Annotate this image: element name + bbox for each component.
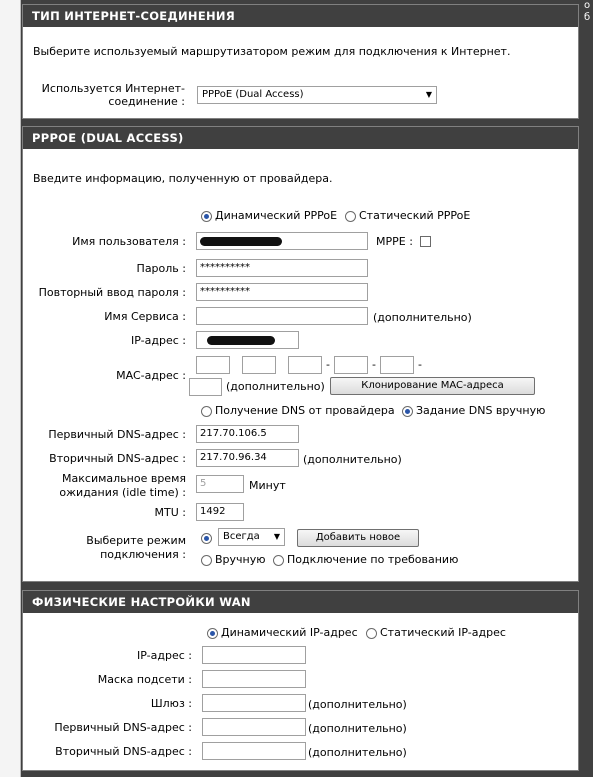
dns-from-provider-label: Получение DNS от провайдера	[215, 404, 395, 417]
pppoe-dns2-label: Вторичный DNS-адрес :	[49, 452, 186, 465]
password-input[interactable]: **********	[196, 259, 368, 277]
pppoe-dns1-input[interactable]: 217.70.106.5	[196, 425, 299, 443]
mtu-input[interactable]: 1492	[196, 503, 244, 521]
wan-dns1-input[interactable]	[202, 718, 306, 736]
service-name-note: (дополнительно)	[373, 311, 472, 324]
password-label: Пароль :	[136, 262, 186, 275]
connect-schedule-value: Всегда	[223, 531, 260, 542]
connect-manual-label: Вручную	[215, 553, 266, 566]
connect-mode-label-line1: Выберите режим	[86, 534, 186, 547]
mac-octet-6[interactable]	[189, 378, 222, 396]
connect-on-demand-label: Подключение по требованию	[287, 553, 459, 566]
mac-octet-3[interactable]	[288, 356, 322, 374]
pppoe-dns1-label: Первичный DNS-адрес :	[48, 428, 186, 441]
wan-dns2-note: (дополнительно)	[308, 746, 407, 759]
clone-mac-button[interactable]: Клонирование MAC-адреса	[330, 377, 535, 395]
wan-dynamic-ip-label: Динамический IP-адрес	[221, 626, 358, 639]
connection-type-label-line2: соединение :	[108, 95, 185, 108]
mac-octet-1[interactable]	[196, 356, 230, 374]
wan-ip-label: IP-адрес :	[137, 649, 192, 662]
connection-type-select[interactable]	[197, 86, 437, 104]
pppoe-ip-input[interactable]	[196, 331, 299, 349]
password-confirm-label: Повторный ввод пароля :	[38, 286, 186, 299]
pppoe-dns2-input[interactable]: 217.70.96.34	[196, 449, 299, 467]
username-input[interactable]	[196, 232, 368, 250]
connect-schedule-select[interactable]	[218, 528, 285, 546]
service-name-input[interactable]	[196, 307, 368, 325]
idle-time-label-line2: ожидания (idle time) :	[59, 486, 186, 499]
pppoe-ip-label: IP-адрес :	[131, 334, 186, 347]
idle-time-input[interactable]: 5	[196, 475, 244, 493]
dns-from-provider-radio[interactable]	[201, 406, 212, 417]
dns-manual-label: Задание DNS вручную	[416, 404, 546, 417]
pppoe-header: PPPOE (DUAL ACCESS)	[23, 127, 578, 149]
connection-type-value: PPPoE (Dual Access)	[202, 89, 304, 100]
internet-connection-intro: Выберите используемый маршрутизатором режим для подключения к Интернет.	[33, 45, 511, 58]
mac-separator: -	[418, 358, 422, 371]
chevron-down-icon: ▼	[425, 90, 432, 99]
pppoe-static-radio[interactable]	[345, 211, 356, 222]
wan-dns2-input[interactable]	[202, 742, 306, 760]
mac-separator: -	[326, 358, 330, 371]
wan-gateway-label: Шлюз :	[150, 697, 192, 710]
pppoe-dynamic-radio[interactable]	[201, 211, 212, 222]
mac-octet-5[interactable]	[380, 356, 414, 374]
wan-gateway-input[interactable]	[202, 694, 306, 712]
wan-header: ФИЗИЧЕСКИЕ НАСТРОЙКИ WAN	[23, 591, 578, 613]
wan-mask-label: Маска подсети :	[97, 673, 192, 686]
wan-static-ip-label: Статический IP-адрес	[380, 626, 506, 639]
right-sidebar-text: о б	[584, 0, 591, 23]
redacted-scribble	[200, 237, 282, 246]
connect-manual-radio[interactable]	[201, 555, 212, 566]
internet-connection-panel	[22, 4, 579, 119]
connection-type-label-line1: Используется Интернет-	[41, 82, 185, 95]
wan-dns1-note: (дополнительно)	[308, 722, 407, 735]
internet-connection-header: ТИП ИНТЕРНЕТ-СОЕДИНЕНИЯ	[23, 5, 578, 27]
mppe-label: MPPE :	[376, 235, 413, 248]
mppe-checkbox[interactable]	[420, 236, 431, 247]
dns-manual-radio[interactable]	[402, 406, 413, 417]
wan-mask-input[interactable]	[202, 670, 306, 688]
redacted-scribble	[207, 336, 275, 345]
mtu-label: MTU :	[154, 506, 186, 519]
wan-ip-input[interactable]	[202, 646, 306, 664]
pppoe-static-label: Статический PPPoE	[359, 209, 471, 222]
mac-separator: -	[372, 358, 376, 371]
wan-static-ip-radio[interactable]	[366, 628, 377, 639]
mac-address-label: MAC-адрес :	[116, 369, 186, 382]
right-sidebar-edge	[578, 0, 593, 777]
wan-dynamic-ip-radio[interactable]	[207, 628, 218, 639]
left-sidebar-edge	[0, 0, 21, 777]
connect-on-demand-radio[interactable]	[273, 555, 284, 566]
wan-gateway-note: (дополнительно)	[308, 698, 407, 711]
pppoe-panel	[22, 126, 579, 582]
idle-time-label-line1: Максимальное время	[62, 472, 186, 485]
idle-time-unit: Минут	[249, 479, 286, 492]
pppoe-intro: Введите информацию, полученную от провайдера.	[33, 172, 333, 185]
add-new-button[interactable]: Добавить новое	[297, 529, 419, 547]
wan-dns1-label: Первичный DNS-адрес :	[54, 721, 192, 734]
mac-address-note: (дополнительно)	[226, 380, 325, 393]
connect-mode-label-line2: подключения :	[100, 548, 186, 561]
wan-dns2-label: Вторичный DNS-адрес :	[55, 745, 192, 758]
pppoe-dynamic-label: Динамический PPPoE	[215, 209, 338, 222]
service-name-label: Имя Сервиса :	[104, 310, 186, 323]
password-confirm-input[interactable]: **********	[196, 283, 368, 301]
mac-octet-4[interactable]	[334, 356, 368, 374]
mac-octet-2[interactable]	[242, 356, 276, 374]
connect-always-radio[interactable]	[201, 533, 212, 544]
username-label: Имя пользователя :	[72, 235, 186, 248]
pppoe-dns2-note: (дополнительно)	[303, 453, 402, 466]
wan-panel	[22, 590, 579, 771]
chevron-down-icon: ▼	[273, 532, 280, 541]
